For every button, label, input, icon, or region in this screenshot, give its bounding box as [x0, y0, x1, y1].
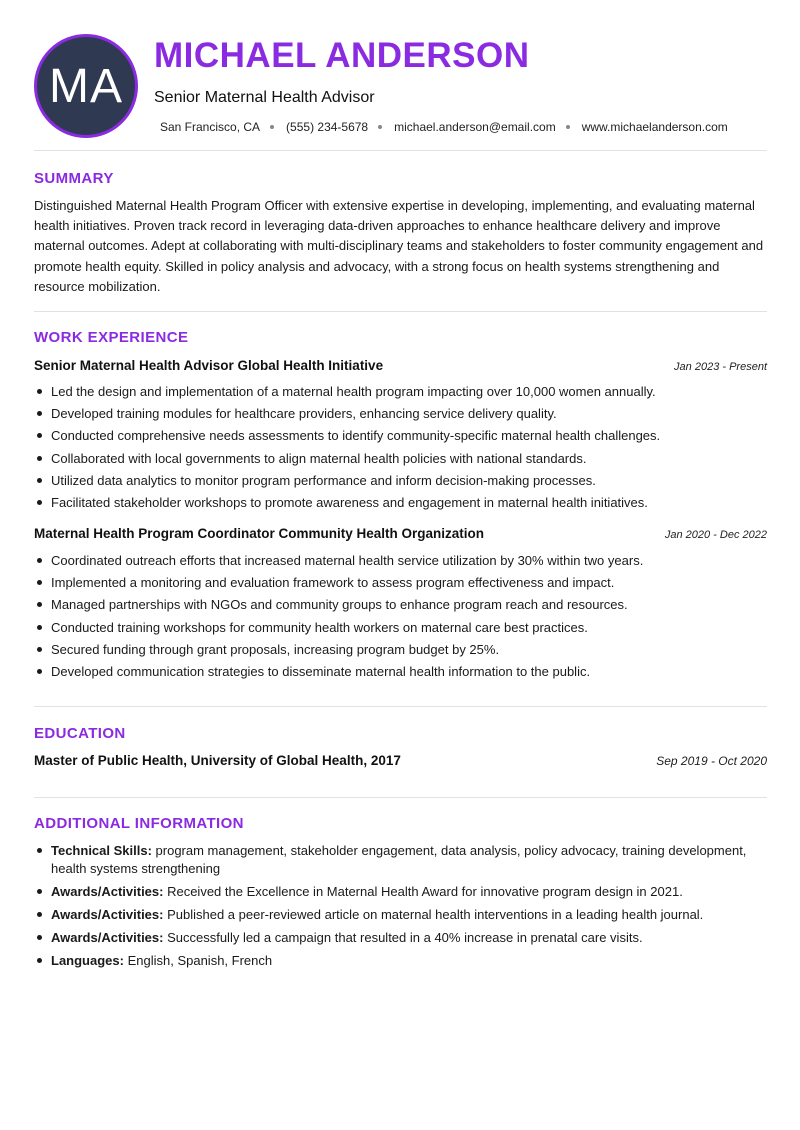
item-text: program management, stakeholder engagement, data analysis, policy advocacy, training development, health systems strengthening: [51, 843, 747, 876]
list-item: [34, 906, 769, 924]
divider: [34, 150, 767, 151]
section-title-experience: WORK EXPERIENCE: [34, 329, 189, 346]
list-item: Conducted comprehensive needs assessments to identify community-specific maternal health challenges.: [34, 427, 769, 444]
list-item: [34, 883, 769, 901]
item-label: Awards/Activities:: [51, 884, 164, 899]
list-item: Facilitated stakeholder workshops to promote awareness and engagement in maternal health initiatives.: [34, 494, 769, 511]
candidate-name: MICHAEL ANDERSON: [154, 36, 530, 75]
item-label: Awards/Activities:: [51, 907, 164, 922]
item-text: Successfully led a campaign that resulted in a 40% increase in prenatal care visits.: [163, 930, 643, 945]
education-entry: [34, 753, 767, 768]
item-label: Languages:: [51, 953, 124, 968]
job-date: Jan 2023 - Present: [674, 361, 767, 373]
item-label: Awards/Activities:: [51, 930, 164, 945]
item-label: Technical Skills:: [51, 843, 152, 858]
education-date: Sep 2019 - Oct 2020: [656, 754, 767, 768]
section-title-education: EDUCATION: [34, 725, 126, 742]
list-item: Developed training modules for healthcare providers, enhancing service delivery quality.: [34, 405, 769, 422]
candidate-role: Senior Maternal Health Advisor: [154, 89, 375, 106]
section-title-summary: SUMMARY: [34, 170, 114, 187]
list-item: [34, 842, 769, 878]
divider: [34, 311, 767, 312]
item-text: English, Spanish, French: [123, 953, 273, 968]
list-item: Utilized data analytics to monitor program performance and inform decision-making processes.: [34, 472, 769, 489]
avatar-initials: MA: [49, 59, 123, 113]
list-item: [34, 929, 769, 947]
education-degree: Master of Public Health, University of Global Health, 2017: [34, 753, 401, 768]
separator-dot: [566, 125, 570, 129]
list-item: [34, 952, 769, 970]
list-item: Conducted training workshops for community health workers on maternal care best practices.: [34, 619, 769, 636]
contact-line: [160, 120, 728, 134]
list-item: Implemented a monitoring and evaluation framework to assess program effectiveness and impact.: [34, 574, 769, 591]
list-item: Collaborated with local governments to align maternal health policies with national standards.: [34, 450, 769, 467]
job-date: Jan 2020 - Dec 2022: [664, 529, 767, 541]
item-text: Received the Excellence in Maternal Health Award for innovative program design in 2021.: [163, 884, 683, 899]
contact-website[interactable]: www.michaelanderson.com: [581, 120, 728, 134]
job-title: Senior Maternal Health Advisor Global Health Initiative: [34, 358, 384, 373]
item-text: Published a peer-reviewed article on maternal health interventions in a leading health journal.: [163, 907, 704, 922]
divider: [34, 797, 767, 798]
contact-location: San Francisco, CA: [160, 120, 261, 134]
additional-list: [34, 842, 769, 975]
job-header: [34, 526, 767, 541]
job-title: Maternal Health Program Coordinator Community Health Organization: [34, 526, 485, 541]
job-bullets: [34, 552, 769, 685]
summary-text: Distinguished Maternal Health Program Officer with extensive expertise in developing, implementing, and evaluating maternal health initiatives. Proven track record in leveraging data-driven approaches to enhance healthcare delivery and improve maternal outcomes. Adept at collaborating with multi-disciplinary teams and stakeholders to foster community engagement and promote health equity. Skilled in policy analysis and advocacy, with a strong focus on health systems strengthening and resource mobilization.: [34, 198, 764, 294]
job-header: [34, 358, 767, 373]
contact-phone: (555) 234-5678: [286, 120, 369, 134]
divider: [34, 706, 767, 707]
list-item: Led the design and implementation of a maternal health program impacting over 10,000 women annually.: [34, 383, 769, 400]
avatar: [34, 34, 138, 138]
section-title-additional: ADDITIONAL INFORMATION: [34, 815, 244, 832]
list-item: Coordinated outreach efforts that increased maternal health service utilization by 30% within two years.: [34, 552, 769, 569]
list-item: Secured funding through grant proposals, increasing program budget by 25%.: [34, 641, 769, 658]
list-item: Managed partnerships with NGOs and community groups to enhance program reach and resources.: [34, 596, 769, 613]
separator-dot: [270, 125, 274, 129]
contact-email[interactable]: michael.anderson@email.com: [394, 120, 556, 134]
separator-dot: [378, 125, 382, 129]
job-bullets: [34, 383, 769, 516]
list-item: Developed communication strategies to disseminate maternal health information to the public.: [34, 663, 769, 680]
